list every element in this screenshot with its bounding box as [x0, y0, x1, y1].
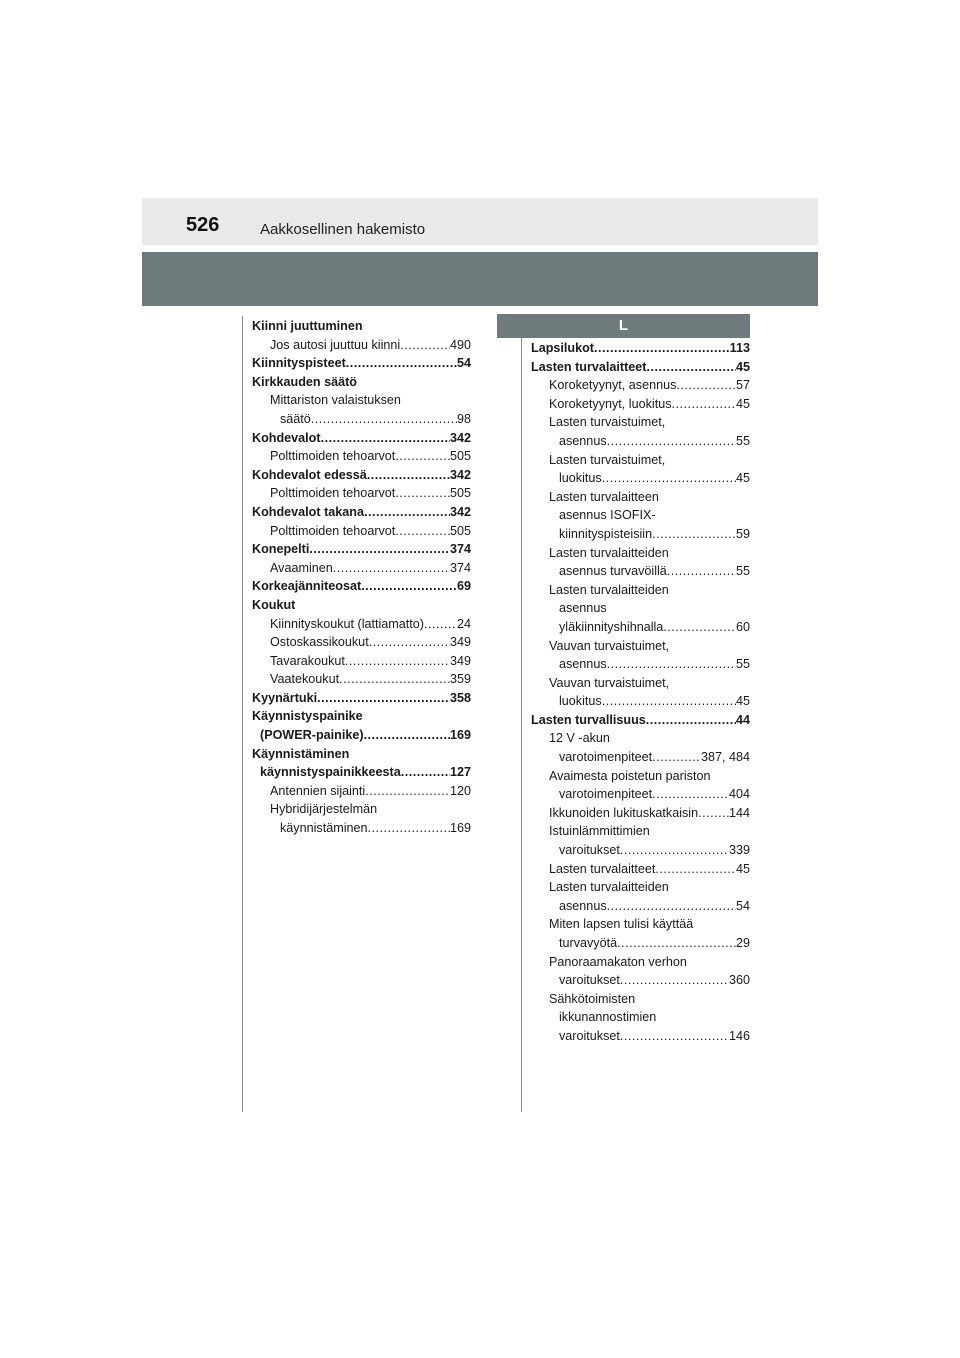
entry-term: Kohdevalot: [252, 430, 321, 445]
entry-term: Kohdevalot takana: [252, 504, 364, 519]
entry-term: varoitukset: [559, 843, 620, 858]
entry-page-number: 342: [449, 430, 471, 445]
index-entry-main: Käynnistäminen: [252, 746, 350, 761]
entry-term: Ikkunoiden lukituskatkaisin: [549, 805, 699, 820]
index-entry-sub: Lasten turvaistuimet,: [549, 415, 666, 430]
entry-page-number: 98: [456, 411, 471, 426]
dot-leader: [667, 562, 736, 581]
dot-leader: [339, 670, 450, 689]
dot-leader: [309, 540, 450, 559]
entry-term: käynnistyspainikkeesta: [260, 765, 401, 780]
index-entry-main: [252, 726, 471, 745]
page-number: 526: [186, 214, 220, 236]
column-divider-left: [242, 316, 243, 1112]
index-entry-main: [531, 339, 750, 358]
index-entry-sub: 12 V -akun: [549, 731, 610, 746]
entry-page-number: 169: [449, 728, 471, 743]
index-entry-sub: Lasten turvalaitteiden: [549, 582, 669, 597]
dot-leader: [672, 395, 736, 414]
dot-leader: [345, 652, 450, 671]
entry-term: varotoimenpiteet: [559, 750, 653, 765]
entry-term: varotoimenpiteet: [559, 787, 653, 802]
header-band: [142, 198, 818, 245]
index-entry-sub: [252, 336, 471, 355]
index-entry-sub: asennus: [559, 601, 607, 616]
dot-leader: [607, 897, 736, 916]
index-entry-main: [252, 429, 471, 448]
index-column-right: [531, 339, 750, 1046]
dot-leader: [368, 819, 450, 838]
entry-term: Ostoskassikoukut: [270, 635, 369, 650]
entry-page-number: 349: [449, 635, 471, 650]
dot-leader: [646, 711, 736, 730]
entry-page-number: 505: [449, 486, 471, 501]
entry-term: Lasten turvalaitteet: [549, 861, 656, 876]
dot-leader: [617, 934, 736, 953]
dot-leader: [367, 466, 450, 485]
dot-leader: [365, 782, 450, 801]
entry-page-number: 69: [456, 579, 471, 594]
index-entry-main: [252, 503, 471, 522]
dot-leader: [620, 971, 729, 990]
entry-page-number: 342: [449, 467, 471, 482]
dot-leader: [652, 748, 701, 767]
index-entry-sub: Lasten turvaistuimet,: [549, 452, 666, 467]
dot-leader: [655, 860, 736, 879]
index-entry-sub: [531, 525, 750, 544]
entry-page-number: 146: [728, 1028, 750, 1043]
dot-leader: [652, 525, 736, 544]
entry-term: Tavarakoukut: [270, 653, 345, 668]
index-entry-sub: [531, 748, 750, 767]
index-entry-sub: [252, 447, 471, 466]
entry-term: asennus: [559, 433, 607, 448]
entry-page-number: 342: [449, 504, 471, 519]
dot-leader: [602, 469, 736, 488]
entry-page-number: 358: [449, 690, 471, 705]
index-entry-sub: [252, 522, 471, 541]
dot-leader: [620, 1027, 729, 1046]
entry-term: Korkeajänniteosat: [252, 579, 362, 594]
index-entry-sub: [531, 618, 750, 637]
entry-term: Antennien sijainti: [270, 783, 366, 798]
entry-page-number: 45: [735, 359, 750, 374]
entry-term: Avaaminen: [270, 560, 333, 575]
dot-leader: [401, 763, 450, 782]
index-entry-sub: [252, 819, 471, 838]
entry-page-number: 349: [449, 653, 471, 668]
section-letter-tab: L: [497, 314, 750, 338]
entry-term: varoitukset: [559, 973, 620, 988]
entry-term: Polttimoiden tehoarvot: [270, 486, 396, 501]
entry-term: Polttimoiden tehoarvot: [270, 449, 396, 464]
index-entry-sub: [252, 670, 471, 689]
index-entry-sub: [531, 432, 750, 451]
entry-page-number: 45: [735, 694, 750, 709]
entry-page-number: 120: [449, 783, 471, 798]
entry-term: Kiinnityskoukut (lattiamatto): [270, 616, 424, 631]
entry-page-number: 490: [449, 337, 471, 352]
entry-term: Kiinnityspisteet: [252, 356, 346, 371]
dot-leader: [395, 447, 450, 466]
index-entry-sub: [531, 376, 750, 395]
entry-term: kiinnityspisteisiin: [559, 526, 653, 541]
entry-page-number: 505: [449, 523, 471, 538]
dot-leader: [607, 432, 736, 451]
index-entry-sub: Lasten turvalaitteen: [549, 489, 659, 504]
index-entry-sub: Istuinlämmittimien: [549, 824, 650, 839]
entry-page-number: 404: [728, 787, 750, 802]
entry-term: luokitus: [559, 471, 602, 486]
entry-page-number: 374: [449, 542, 471, 557]
index-entry-sub: Sähkötoimisten: [549, 991, 636, 1006]
entry-page-number: 55: [735, 433, 750, 448]
index-entry-sub: Panoraamakaton verhon: [549, 954, 687, 969]
entry-page-number: 169: [449, 821, 471, 836]
entry-page-number: 127: [449, 765, 471, 780]
column-divider-right: [521, 316, 522, 1112]
dot-leader: [317, 689, 450, 708]
index-entry-sub: [531, 395, 750, 414]
dot-leader: [602, 692, 736, 711]
index-entry-main: [252, 763, 471, 782]
entry-term: luokitus: [559, 694, 602, 709]
dot-leader: [364, 726, 450, 745]
index-entry-main: [252, 689, 471, 708]
index-entry-sub: [531, 785, 750, 804]
dot-leader: [333, 559, 450, 578]
entry-page-number: 54: [735, 898, 750, 913]
entry-term: varoitukset: [559, 1028, 620, 1043]
entry-term: Lasten turvalaitteet: [531, 359, 647, 374]
dot-leader: [346, 354, 457, 373]
index-entry-sub: Vauvan turvaistuimet,: [549, 675, 670, 690]
dot-leader: [424, 615, 457, 634]
entry-term: Polttimoiden tehoarvot: [270, 523, 396, 538]
dot-leader: [652, 785, 729, 804]
entry-term: Lapsilukot: [531, 341, 594, 355]
dot-leader: [321, 429, 450, 448]
entry-term: Koroketyynyt, asennus: [549, 378, 677, 393]
index-entry-sub: Avaimesta poistetun pariston: [549, 768, 711, 783]
index-entry-main: Koukut: [252, 597, 296, 612]
entry-term: käynnistäminen: [280, 821, 368, 836]
index-entry-sub: [252, 652, 471, 671]
index-entry-sub: [531, 655, 750, 674]
index-entry-sub: [531, 897, 750, 916]
dot-leader: [369, 633, 450, 652]
index-entry-main: [252, 540, 471, 559]
index-entry-sub: [252, 484, 471, 503]
dot-leader: [361, 577, 457, 596]
index-entry-sub: Mittariston valaistuksen: [270, 393, 401, 408]
entry-term: Koroketyynyt, luokitus: [549, 396, 672, 411]
entry-term: Kyynärtuki: [252, 690, 318, 705]
entry-term: asennus: [559, 657, 607, 672]
dot-leader: [620, 841, 729, 860]
entry-term: yläkiinnityshihnalla: [559, 619, 664, 634]
dot-leader: [607, 655, 736, 674]
entry-term: Vaatekoukut: [270, 672, 340, 687]
index-entry-sub: [531, 804, 750, 823]
index-entry-sub: [531, 934, 750, 953]
index-entry-sub: ikkunannostimien: [559, 1010, 657, 1025]
index-column-left: [252, 317, 471, 838]
dot-leader: [400, 336, 450, 355]
index-entry-sub: [531, 692, 750, 711]
entry-page-number: 24: [456, 616, 471, 631]
index-entry-sub: [252, 615, 471, 634]
entry-page-number: 57: [735, 378, 750, 393]
entry-page-number: 55: [735, 564, 750, 579]
entry-term: Jos autosi juuttuu kiinni: [270, 337, 401, 352]
index-entry-sub: asennus ISOFIX-: [559, 508, 656, 523]
index-entry-main: [252, 577, 471, 596]
entry-term: asennus: [559, 898, 607, 913]
entry-page-number: 45: [735, 861, 750, 876]
index-entry-sub: [252, 410, 471, 429]
entry-page-number: 359: [449, 672, 471, 687]
index-entry-sub: [252, 559, 471, 578]
dot-leader: [676, 376, 736, 395]
index-entry-sub: [252, 633, 471, 652]
dot-leader: [395, 484, 450, 503]
entry-term: asennus turvavöillä: [559, 564, 667, 579]
index-entry-main: Kiinni juuttuminen: [252, 319, 363, 333]
index-entry-sub: [531, 562, 750, 581]
dot-leader: [594, 339, 730, 358]
entry-page-number: 29: [735, 936, 750, 950]
entry-page-number: 113: [729, 341, 750, 355]
entry-page-number: 505: [449, 449, 471, 464]
entry-page-number: 374: [449, 560, 471, 575]
entry-page-number: 54: [456, 356, 471, 371]
entry-page-number: 55: [735, 657, 750, 672]
entry-term: turvavyötä: [559, 936, 618, 950]
dot-leader: [663, 618, 736, 637]
header-title: Aakkosellinen hakemisto: [260, 221, 426, 238]
entry-term: Kohdevalot edessä: [252, 467, 367, 482]
index-entry-sub: [531, 971, 750, 990]
index-entry-sub: Hybridijärjestelmän: [270, 802, 378, 817]
index-entry-sub: [531, 860, 750, 879]
entry-page-number: 144: [728, 805, 750, 820]
dot-leader: [646, 358, 736, 377]
index-entry-main: [252, 466, 471, 485]
index-entry-main: [531, 711, 750, 730]
index-entry-main: Kirkkauden säätö: [252, 374, 357, 389]
entry-page-number: 60: [735, 619, 750, 634]
dot-leader: [311, 410, 457, 429]
entry-page-number: 339: [728, 843, 750, 858]
entry-page-number: 59: [735, 526, 750, 541]
index-entry-sub: Vauvan turvaistuimet,: [549, 638, 670, 653]
entry-page-number: 44: [735, 712, 750, 727]
index-entry-sub: [531, 841, 750, 860]
entry-term: (POWER-painike): [260, 728, 364, 743]
index-entry-main: [252, 354, 471, 373]
entry-page-number: 45: [735, 471, 750, 486]
index-entry-sub: [531, 1027, 750, 1046]
index-entry-sub: [531, 469, 750, 488]
entry-term: säätö: [280, 411, 311, 426]
entry-page-number: 360: [728, 973, 750, 988]
dot-leader: [698, 804, 729, 823]
index-entry-sub: Miten lapsen tulisi käyttää: [549, 917, 694, 932]
index-entry-main: [531, 358, 750, 377]
index-entry-main: Käynnistyspainike: [252, 709, 363, 724]
index-entry-sub: Lasten turvalaitteiden: [549, 545, 669, 560]
entry-term: Konepelti: [252, 542, 310, 557]
index-entry-sub: Lasten turvalaitteiden: [549, 880, 669, 895]
section-banner: [142, 252, 818, 306]
dot-leader: [364, 503, 450, 522]
index-entry-sub: [252, 782, 471, 801]
entry-term: Lasten turvallisuus: [531, 712, 646, 727]
entry-page-number: 387, 484: [700, 750, 750, 765]
entry-page-number: 45: [735, 396, 750, 411]
dot-leader: [395, 522, 450, 541]
